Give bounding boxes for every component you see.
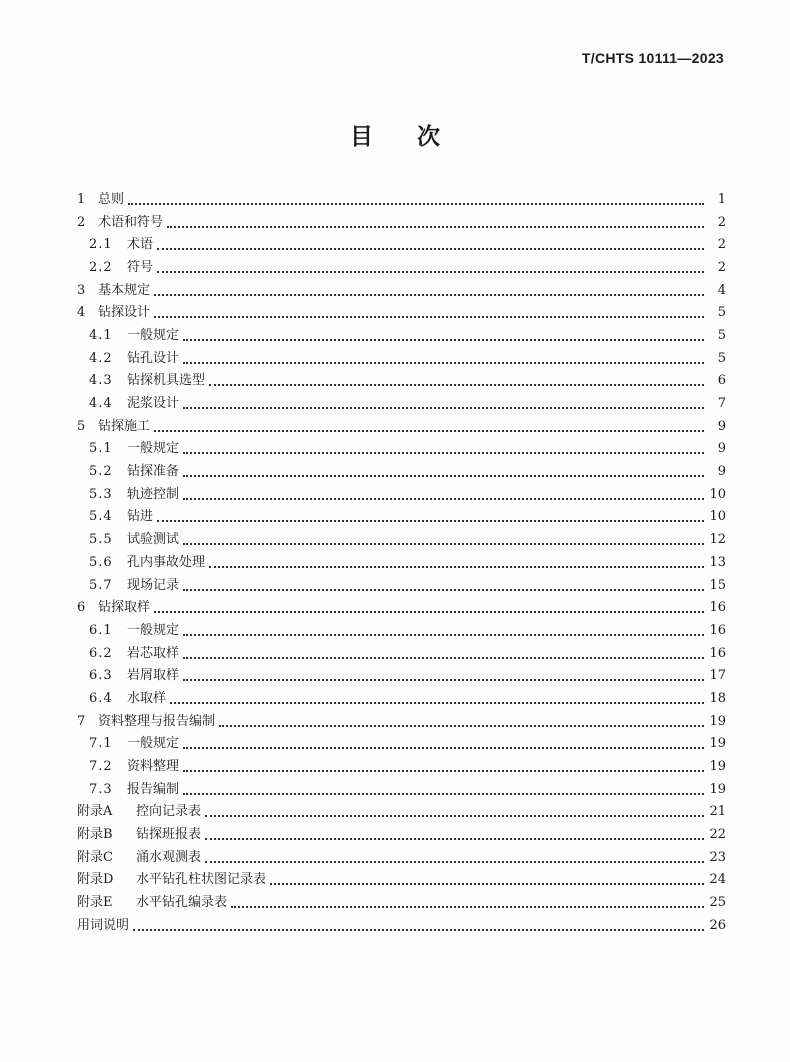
toc-entry-page-number: 1 [717,191,726,207]
toc-entry-page-number: 2 [717,214,726,230]
toc-entry-number: 附录A [77,804,113,820]
dot-leader [183,621,704,636]
toc-entry-label: 钻探施工 [98,418,151,434]
toc-entry-number: 5.3 [89,486,113,502]
toc-entry-number: 7.1 [89,736,113,752]
toc-entry-label: 一般规定 [127,736,180,752]
toc-entry-label: 一般规定 [127,327,180,343]
toc-entry-label: 钻探机具选型 [127,373,206,389]
toc-entry-page-number: 10 [709,486,726,502]
toc-entry-page-number: 25 [709,895,726,911]
dot-leader [133,916,704,931]
toc-entry-number: 附录E [77,895,113,911]
toc-entry[interactable] [77,460,726,483]
toc-entry-number: 5.4 [89,509,113,525]
toc-entry[interactable] [77,801,726,824]
toc-entry[interactable] [77,710,726,733]
dot-leader [219,712,704,727]
dot-leader [157,235,704,250]
toc-entry-label: 试验测试 [127,532,180,548]
toc-entry-number: 附录C [77,849,113,865]
dot-leader [183,644,704,659]
toc-entry[interactable] [77,528,726,551]
dot-leader [209,371,704,386]
toc-entry-page-number: 26 [709,917,726,933]
toc-entry-number: 4.4 [89,396,113,412]
toc-entry[interactable] [77,301,726,324]
toc-entry-label: 钻孔设计 [127,350,180,366]
toc-entry-label: 岩芯取样 [127,645,180,661]
toc-entry[interactable] [77,619,726,642]
toc-entry-page-number: 5 [717,305,726,321]
toc-entry-number: 2.1 [89,237,113,253]
toc-entry-page-number: 7 [717,396,726,412]
dot-leader [157,507,704,522]
toc-entry[interactable] [77,438,726,461]
toc-entry-number: 4.3 [89,373,113,389]
toc-entry-number: 2 [77,214,86,230]
toc-entry-page-number: 9 [717,464,726,480]
dot-leader [183,439,704,454]
toc-entry[interactable] [77,483,726,506]
toc-entry-page-number: 18 [709,690,726,706]
dot-leader [183,576,704,591]
toc-entry[interactable] [77,642,726,665]
dot-leader [205,825,704,840]
toc-entry-page-number: 16 [709,622,726,638]
dot-leader [157,258,704,273]
toc-entry[interactable] [77,370,726,393]
toc-entry-label: 资料整理与报告编制 [98,713,216,729]
toc-entry-page-number: 5 [717,350,726,366]
toc-entry-page-number: 22 [709,827,726,843]
toc-entry-number: 5 [77,418,86,434]
dot-leader [183,530,704,545]
toc-entry-page-number: 4 [717,282,726,298]
toc-entry-number: 5.6 [89,554,113,570]
dot-leader [183,394,704,409]
toc-entry[interactable] [77,914,726,937]
dot-leader [154,417,704,432]
dot-leader [183,326,704,341]
dot-leader [183,757,704,772]
toc-entry-page-number: 19 [709,781,726,797]
toc-entry[interactable] [77,778,726,801]
toc-entry-page-number: 9 [717,441,726,457]
toc-entry-page-number: 5 [717,327,726,343]
toc-entry-label: 水平钻孔编录表 [136,895,228,911]
toc-entry[interactable] [77,596,726,619]
toc-entry-label: 水平钻孔柱状图记录表 [136,872,267,888]
toc-entry[interactable] [77,392,726,415]
toc-entry-label: 孔内事故处理 [127,554,206,570]
toc-entry[interactable] [77,574,726,597]
toc-entry[interactable] [77,279,726,302]
dot-leader [183,734,704,749]
toc-entry-label: 资料整理 [127,759,180,775]
toc-entry-number: 5.2 [89,464,113,480]
toc-entry-label: 钻进 [127,509,154,525]
dot-leader [205,848,704,863]
toc-entry-page-number: 2 [717,259,726,275]
toc-entry[interactable] [77,755,726,778]
dot-leader [183,462,704,477]
toc-entry-page-number: 2 [717,237,726,253]
dot-leader [183,485,704,500]
toc-entry[interactable] [77,869,726,892]
toc-entry-number: 7.2 [89,759,113,775]
toc-entry-number: 6 [77,600,86,616]
toc-entry-page-number: 23 [709,849,726,865]
toc-entry-label: 术语和符号 [98,214,164,230]
toc-entry-page-number: 19 [709,736,726,752]
toc-entry-number: 4.1 [89,327,113,343]
toc-entry-page-number: 10 [709,509,726,525]
toc-entry-label: 轨迹控制 [127,486,180,502]
toc-entry-number: 5.7 [89,577,113,593]
toc-entry-number: 6.4 [89,690,113,706]
dot-leader [231,893,704,908]
toc-entry-page-number: 6 [717,373,726,389]
dot-leader [270,870,704,885]
dot-leader [205,802,704,817]
toc-entry-page-number: 12 [709,532,726,548]
dot-leader [167,213,704,228]
toc-entry-number: 3 [77,282,86,298]
toc-entry-number: 6.3 [89,668,113,684]
title-char-1: 目 [350,124,373,150]
toc-entry-number: 附录B [77,827,113,843]
page-title [0,118,790,151]
toc-entry-number: 5.1 [89,441,113,457]
toc-entry-page-number: 15 [709,577,726,593]
toc-entry[interactable] [77,846,726,869]
toc-entry-label: 钻探设计 [98,305,151,321]
toc-entry-number: 2.2 [89,259,113,275]
toc-entry[interactable] [77,415,726,438]
toc-entry-number: 5.5 [89,532,113,548]
toc-entry-label: 基本规定 [98,282,151,298]
toc-entry-label: 钻探准备 [127,464,180,480]
toc-entry-page-number: 9 [717,418,726,434]
toc-entry-page-number: 16 [709,600,726,616]
toc-entry-label: 岩屑取样 [127,668,180,684]
toc-entry[interactable] [77,733,726,756]
dot-leader [154,598,704,613]
dot-leader [154,303,704,318]
toc-entry-label: 现场记录 [127,577,180,593]
toc-entry[interactable] [77,211,726,234]
dot-leader [209,553,704,568]
toc-entry[interactable] [77,347,726,370]
toc-entry-label: 涌水观测表 [136,849,202,865]
toc-entry-page-number: 17 [709,668,726,684]
dot-leader [183,349,704,364]
toc-entry-label: 控向记录表 [136,804,202,820]
toc-entry-page-number: 13 [709,554,726,570]
toc-entry-label: 一般规定 [127,441,180,457]
toc-entry-number: 附录D [77,872,114,888]
toc-entry-page-number: 21 [709,804,726,820]
toc-entry[interactable] [77,188,726,211]
toc-entry-page-number: 19 [709,759,726,775]
toc-entry-label: 符号 [127,259,154,275]
toc-entry-label: 一般规定 [127,622,180,638]
toc-entry[interactable] [77,823,726,846]
toc-entry-page-number: 24 [709,872,726,888]
toc-entry[interactable] [77,233,726,256]
dot-leader [183,780,704,795]
toc-entry[interactable] [77,506,726,529]
toc-entry-label: 总则 [98,191,125,207]
toc-entry[interactable] [77,324,726,347]
toc-entry-label: 钻探班报表 [136,827,202,843]
toc-entry-number: 4.2 [89,350,113,366]
toc-entry-number: 6.2 [89,645,113,661]
toc-entry-page-number: 19 [709,713,726,729]
toc-entry[interactable] [77,256,726,279]
dot-leader [183,666,704,681]
dot-leader [128,190,704,205]
document-code: T/CHTS 10111—2023 [581,50,724,66]
toc-entry-number: 6.1 [89,622,113,638]
toc-entry-label: 钻探取样 [98,600,151,616]
toc-entry-number: 7 [77,713,86,729]
toc-entry-label: 报告编制 [127,781,180,797]
toc-entry-number: 4 [77,305,86,321]
toc-entry[interactable] [77,664,726,687]
toc-entry-number: 7.3 [89,781,113,797]
title-char-2: 次 [417,124,440,150]
table-of-contents [77,188,726,937]
toc-entry-label: 水取样 [127,690,167,706]
toc-entry-label: 术语 [127,237,154,253]
toc-entry[interactable] [77,551,726,574]
dot-leader [154,281,704,296]
toc-entry-label: 泥浆设计 [127,396,180,412]
toc-entry[interactable] [77,891,726,914]
dot-leader [170,689,704,704]
toc-entry[interactable] [77,687,726,710]
toc-entry-page-number: 16 [709,645,726,661]
toc-entry-number: 1 [77,191,86,207]
toc-entry-label: 用词说明 [77,917,130,933]
